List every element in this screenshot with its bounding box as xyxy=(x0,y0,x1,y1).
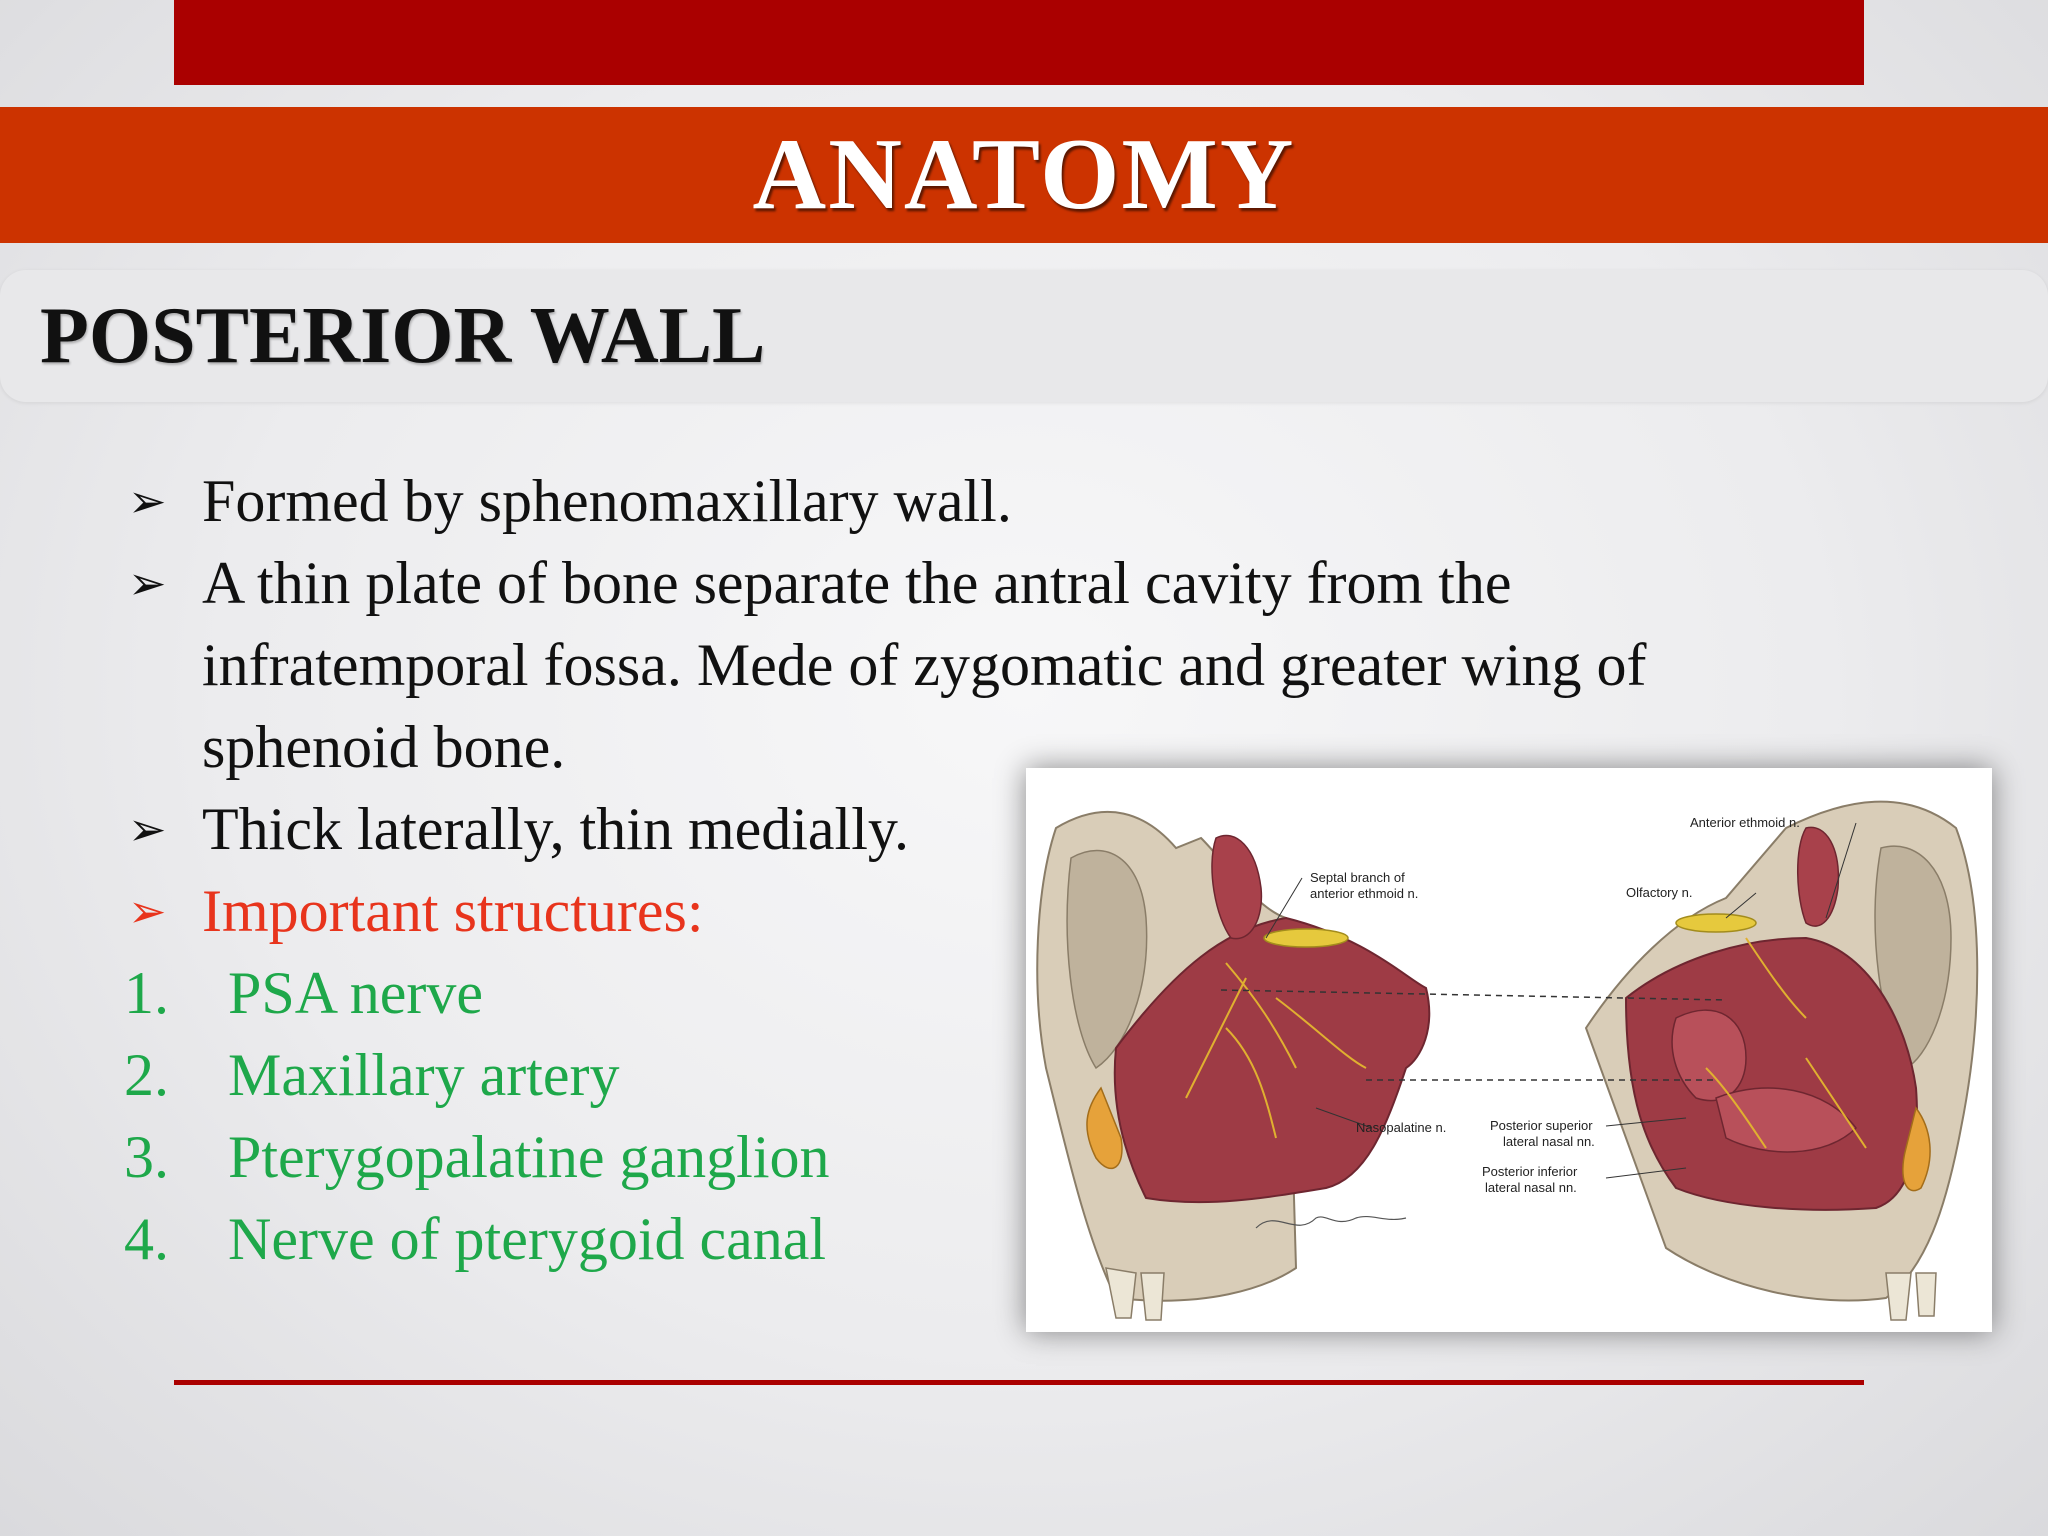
arrow-bullet-icon: ➢ xyxy=(128,556,167,610)
section-title: POSTERIOR WALL xyxy=(40,292,766,380)
label-posterior-inferior-line2: lateral nasal nn. xyxy=(1485,1180,1577,1195)
label-posterior-superior-line1: Posterior superior xyxy=(1490,1118,1593,1133)
slide-title: ANATOMY xyxy=(752,118,1296,231)
structure-text: PSA nerve xyxy=(228,960,483,1026)
bullet-text: infratemporal fossa. Mede of zygomatic and greater wing of xyxy=(202,632,1647,698)
nasal-cavity-illustration xyxy=(1026,768,1992,1332)
label-septal-branch-line2: anterior ethmoid n. xyxy=(1310,886,1419,901)
bullet-text: Formed by sphenomaxillary wall. xyxy=(202,468,1012,534)
bullet-text: Important structures: xyxy=(202,878,704,944)
list-number: 4. xyxy=(124,1206,169,1272)
label-posterior-inferior-line1: Posterior inferior xyxy=(1482,1164,1578,1179)
structure-text: Nerve of pterygoid canal xyxy=(228,1206,827,1272)
structure-text: Maxillary artery xyxy=(228,1042,620,1108)
label-septal-branch-line1: Septal branch of xyxy=(1310,870,1405,885)
label-nasopalatine: Nasopalatine n. xyxy=(1356,1120,1447,1135)
anatomy-drawing xyxy=(1026,768,1992,1332)
bullet-text: A thin plate of bone separate the antral cavity from the xyxy=(202,550,1512,616)
arrow-bullet-icon: ➢ xyxy=(128,802,167,856)
section-heading-bar xyxy=(0,270,2048,402)
bullet-text: Thick laterally, thin medially. xyxy=(202,796,909,862)
structure-text: Pterygopalatine ganglion xyxy=(228,1124,830,1190)
list-number: 1. xyxy=(124,960,169,1026)
top-accent-bar xyxy=(174,0,1864,85)
bullet-text: sphenoid bone. xyxy=(202,714,566,780)
list-number: 3. xyxy=(124,1124,169,1190)
header-banner xyxy=(0,107,2048,243)
label-posterior-superior-line2: lateral nasal nn. xyxy=(1503,1134,1595,1149)
bottom-divider xyxy=(174,1380,1864,1385)
label-olfactory: Olfactory n. xyxy=(1626,885,1693,900)
arrow-bullet-icon: ➢ xyxy=(128,474,167,528)
label-anterior-ethmoid: Anterior ethmoid n. xyxy=(1690,815,1800,830)
arrow-bullet-icon: ➢ xyxy=(128,884,167,938)
list-number: 2. xyxy=(124,1042,169,1108)
